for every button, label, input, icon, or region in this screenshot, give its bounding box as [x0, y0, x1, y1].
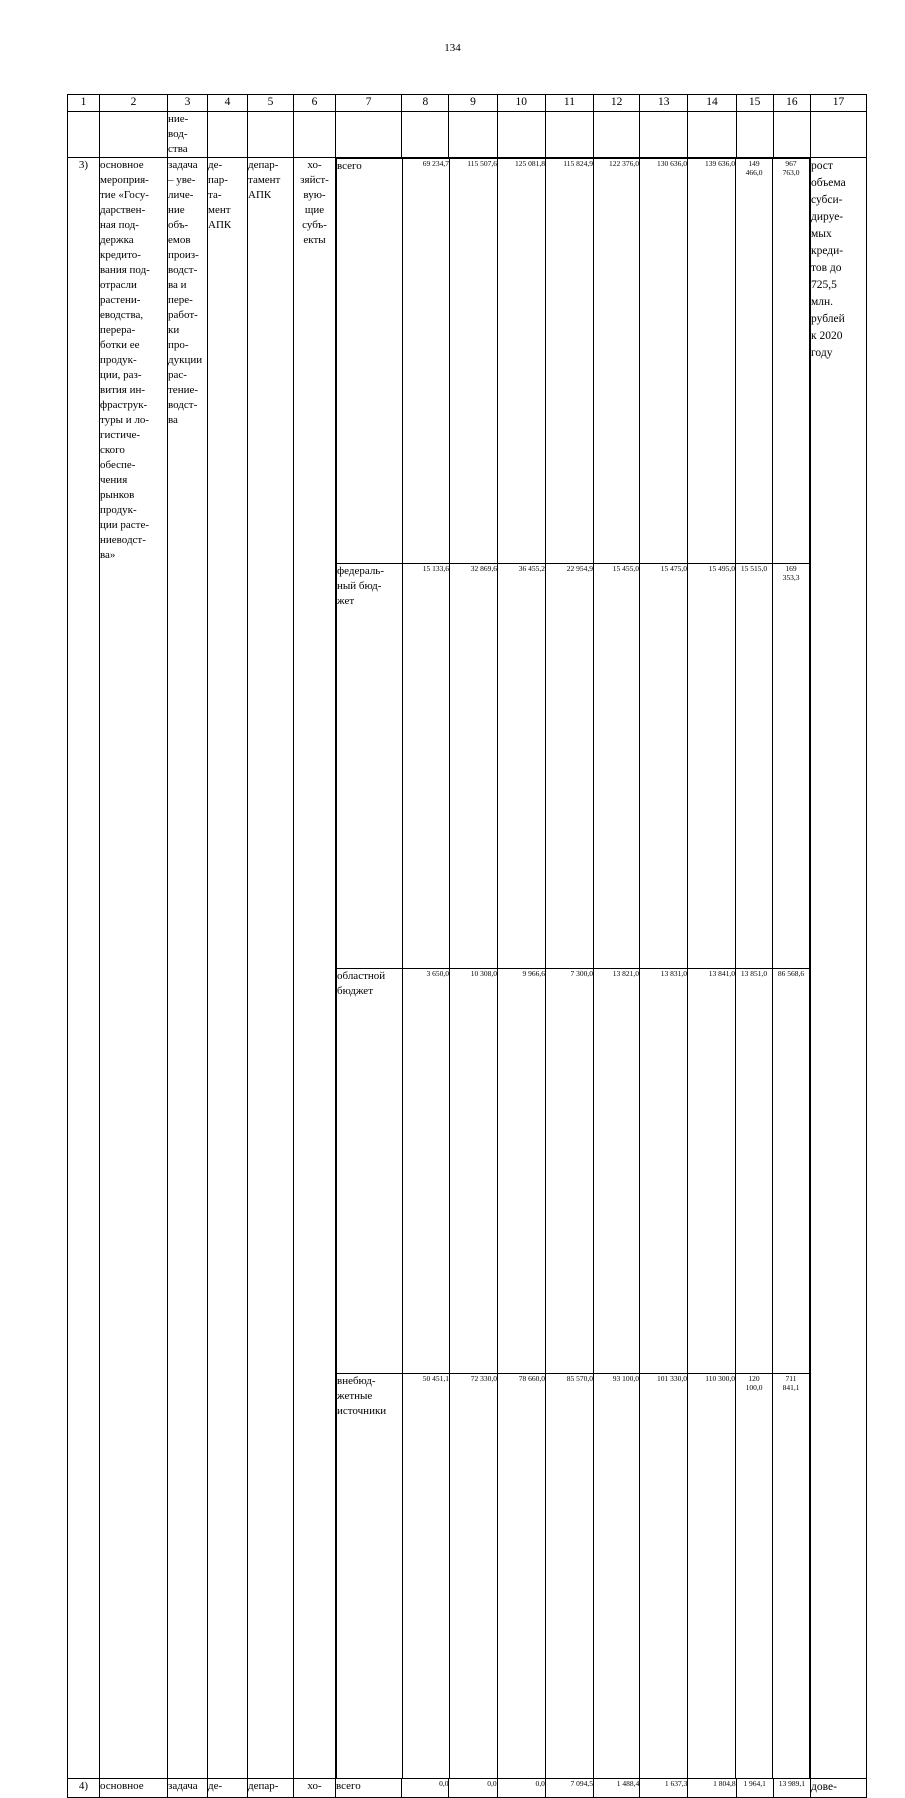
value-cell: 15 133,6 [403, 564, 450, 969]
col-header: 10 [497, 95, 545, 112]
value-cell: 3 650,0 [403, 969, 450, 1374]
col-header: 13 [640, 95, 688, 112]
row-number: 3) [68, 158, 100, 1779]
value-cell: 149 466,0 [736, 159, 773, 564]
value-cell: 7 094,5 [545, 1779, 593, 1798]
col-header: 6 [294, 95, 336, 112]
measure-name: основное [100, 1779, 168, 1798]
value-cell: 69 234,7 [403, 159, 450, 564]
value-cell: 13 989,1 [773, 1779, 810, 1798]
task-text: задача [168, 1779, 208, 1798]
expected-result: рост объема субси- дируе- мых креди- тов до 725,5 млн. рублей к 2020 году [811, 158, 867, 1779]
page-number: 134 [444, 42, 461, 54]
continuation-text: ние- вод- ства [168, 112, 208, 158]
value-cell: 0,0 [402, 1779, 449, 1798]
header-row [68, 95, 867, 112]
col-header: 9 [449, 95, 497, 112]
col-header: 16 [773, 95, 810, 112]
value-cell: 15 495,0 [688, 564, 736, 969]
value-cell: 1 964,1 [736, 1779, 773, 1798]
value-cell: 22 954,9 [546, 564, 594, 969]
dept-text: де- пар- та- мент АПК [208, 158, 248, 1779]
value-cell: 85 570,0 [546, 1374, 594, 1779]
value-cell: 15 455,0 [594, 564, 640, 969]
value-cell: 115 507,6 [450, 159, 498, 564]
funding-row [337, 969, 810, 1374]
col-header: 7 [336, 95, 402, 112]
executors: хо- [294, 1779, 336, 1798]
financing-subtable [336, 158, 810, 1778]
source-label: областной бюджет [337, 969, 403, 1374]
value-cell: 32 869,6 [450, 564, 498, 969]
col-header: 3 [168, 95, 208, 112]
value-cell: 1 804,8 [688, 1779, 736, 1798]
value-cell: 13 831,0 [640, 969, 688, 1374]
value-cell: 1 488,4 [594, 1779, 640, 1798]
program-table [67, 94, 867, 1798]
col-header: 17 [811, 95, 867, 112]
value-cell: 50 451,1 [403, 1374, 450, 1779]
value-cell: 15 475,0 [640, 564, 688, 969]
col-header: 2 [100, 95, 168, 112]
continuation-row [68, 112, 867, 158]
col-header: 15 [736, 95, 773, 112]
table-row [68, 1779, 867, 1798]
value-cell: 93 100,0 [594, 1374, 640, 1779]
value-cell: 101 330,0 [640, 1374, 688, 1779]
table-row [68, 158, 867, 1779]
value-cell: 711 841,1 [773, 1374, 810, 1779]
value-cell: 1 637,3 [640, 1779, 688, 1798]
source-label: всего [337, 159, 403, 564]
value-cell: 169 353,3 [773, 564, 810, 969]
col-header: 12 [594, 95, 640, 112]
source-label: всего [336, 1779, 402, 1798]
task-text: задача – уве- личе- ние объ- емов произ- водст- ва и пере- работ- ки про- дукции рас- тение- водст- ва [168, 158, 208, 1779]
value-cell: 139 636,0 [688, 159, 736, 564]
value-cell: 0,0 [497, 1779, 545, 1798]
value-cell: 967 763,0 [773, 159, 810, 564]
value-cell: 122 376,0 [594, 159, 640, 564]
measure-name: основное мероприя- тие «Госу- дарствен- ная под- держка кредито- вания под- отрасли растени- еводства, перера- ботки ее продук- ции, раз- вития ин- фраструк- туры и ло- гистиче- ского обеспе- чения рынков продук- ции расте- ниеводст- ва» [100, 158, 168, 1779]
responsible-dept: депар- тамент АПК [248, 158, 294, 1779]
value-cell: 13 841,0 [688, 969, 736, 1374]
value-cell: 0,0 [449, 1779, 497, 1798]
value-cell: 110 300,0 [688, 1374, 736, 1779]
funding-row [337, 1374, 810, 1779]
value-cell: 120 100,0 [736, 1374, 773, 1779]
value-cell: 130 636,0 [640, 159, 688, 564]
col-header: 1 [68, 95, 100, 112]
expected-result: дове- [811, 1779, 867, 1798]
responsible-dept: депар- [248, 1779, 294, 1798]
value-cell: 78 660,0 [498, 1374, 546, 1779]
col-header: 14 [688, 95, 736, 112]
value-cell: 125 081,8 [498, 159, 546, 564]
funding-row [337, 564, 810, 969]
value-cell: 10 308,0 [450, 969, 498, 1374]
value-cell: 36 455,2 [498, 564, 546, 969]
funding-row [337, 159, 810, 564]
dept-text: де- [208, 1779, 248, 1798]
value-cell: 86 568,6 [773, 969, 810, 1374]
value-cell: 13 851,0 [736, 969, 773, 1374]
col-header: 11 [545, 95, 593, 112]
source-label: внебюд- жетные источники [337, 1374, 403, 1779]
value-cell: 9 966,6 [498, 969, 546, 1374]
executors: хо- зяйст- вую- щие субъ- екты [294, 158, 336, 1779]
value-cell: 115 824,9 [546, 159, 594, 564]
row-number: 4) [68, 1779, 100, 1798]
value-cell: 7 300,0 [546, 969, 594, 1374]
source-label: федераль- ный бюд- жет [337, 564, 403, 969]
col-header: 4 [208, 95, 248, 112]
col-header: 8 [402, 95, 449, 112]
col-header: 5 [248, 95, 294, 112]
value-cell: 15 515,0 [736, 564, 773, 969]
value-cell: 72 330,0 [450, 1374, 498, 1779]
value-cell: 13 821,0 [594, 969, 640, 1374]
